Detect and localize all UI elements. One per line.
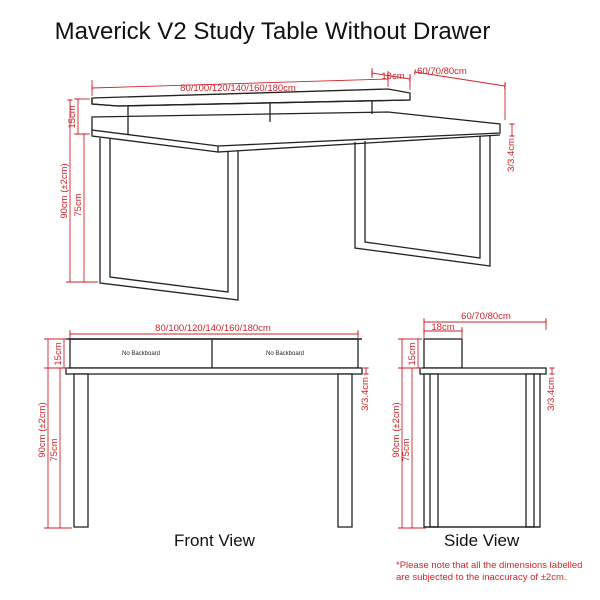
desk-height-label: 75cm xyxy=(73,193,84,217)
page-title: Maverick V2 Study Table Without Drawer xyxy=(54,18,491,45)
shelf-height-label: 15cm xyxy=(67,105,78,129)
depth-label: 60/70/80cm xyxy=(417,66,467,77)
side-total-height-label: 90cm (±2cm) xyxy=(391,402,402,458)
no-backboard-label-right: No Backboard xyxy=(265,351,305,357)
disclaimer-note xyxy=(396,560,596,584)
perspective-view xyxy=(92,89,500,300)
front-shelf-height-label: 15cm xyxy=(53,342,64,366)
no-backboard-label-left: No Backboard xyxy=(121,351,161,357)
top-thickness-label: 3/3.4cm xyxy=(506,138,517,172)
side-view-label: Side View xyxy=(444,531,520,550)
front-top-thickness-label: 3/3.4cm xyxy=(360,377,371,411)
width-label: 80/100/120/140/160/180cm xyxy=(180,83,296,94)
note-line-2: are subjected to the inaccuracy of ±2cm. xyxy=(396,572,567,583)
side-shelf-depth-label: 18cm xyxy=(431,322,455,333)
side-depth-label: 60/70/80cm xyxy=(461,311,511,322)
side-top-thickness-label: 3/3.4cm xyxy=(546,377,557,411)
side-view xyxy=(420,339,546,527)
side-shelf-height-label: 15cm xyxy=(407,342,418,366)
shelf-depth-label: 18cm xyxy=(381,71,405,82)
total-height-label: 90cm (±2cm) xyxy=(59,163,70,219)
front-total-height-label: 90cm (±2cm) xyxy=(37,402,48,458)
front-desk-height-label: 75cm xyxy=(49,438,60,462)
front-view-label: Front View xyxy=(174,531,255,550)
front-view xyxy=(66,339,362,527)
note-line-1: *Please note that all the dimensions labelled xyxy=(396,560,583,571)
front-width-label: 80/100/120/140/160/180cm xyxy=(155,323,271,334)
side-desk-height-label: 75cm xyxy=(401,438,412,462)
